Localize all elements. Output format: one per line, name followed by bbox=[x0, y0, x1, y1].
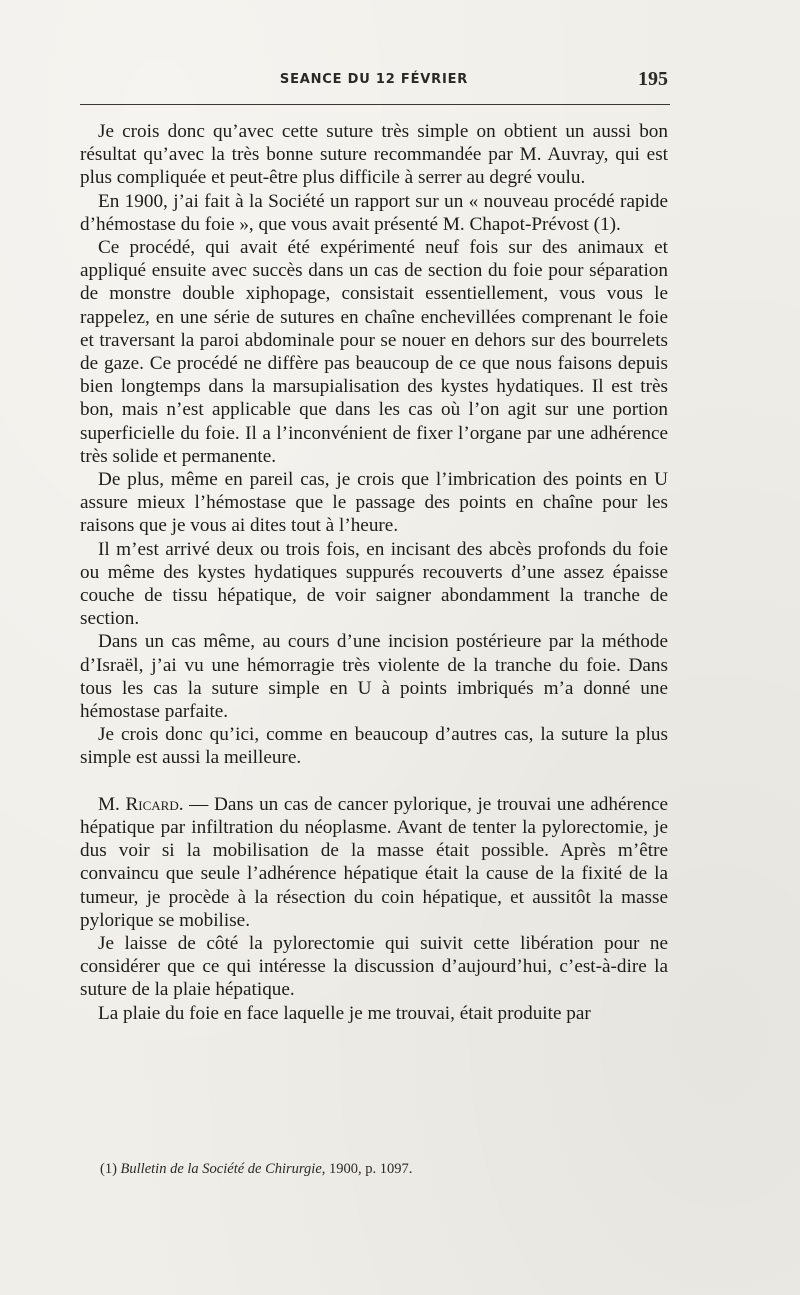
body-text bbox=[80, 120, 668, 1025]
speaker-name: M. Ricard. bbox=[98, 793, 184, 815]
paragraph: Dans un cas même, au cours d’une incision postérieure par la méthode d’Israël, j’ai vu une hémorragie très violente de la tranche du foie. Dans tous les cas la suture simple en U à points imbriqués m’a donné une hémostase parfaite. bbox=[80, 631, 668, 723]
footnote-rest: 1900, p. 1097. bbox=[325, 1161, 413, 1177]
footnote-marker: (1) bbox=[100, 1161, 117, 1177]
paragraph: Je crois donc qu’avec cette suture très simple on obtient un aussi bon résultat qu’avec la très bonne suture recommandée par M. Auvray, qui est plus compliquée et peut-être plus difficile à serrer au degré voulu. bbox=[80, 121, 668, 189]
page-number: 195 bbox=[638, 68, 668, 90]
footnote-source: Bulletin de la Société de Chirurgie, bbox=[120, 1161, 326, 1177]
paragraph: Je crois donc qu’ici, comme en beaucoup d’autres cas, la suture la plus simple est aussi la meilleure. bbox=[80, 724, 668, 769]
page-header bbox=[80, 66, 668, 94]
paragraph: De plus, même en pareil cas, je crois que l’imbrication des points en U assure mieux l’hémostase que le passage des points en chaîne pour les raisons que je vous ai dites tout à l’heure. bbox=[80, 469, 668, 537]
paragraph: La plaie du foie en face laquelle je me trouvai, était produite par bbox=[98, 1002, 591, 1024]
paragraph: Je laisse de côté la pylorectomie qui suivit cette libération pour ne considérer que ce qui intéresse la discussion d’aujourd’hui, c’est-à-dire la suture de la plaie hépatique. bbox=[80, 932, 668, 1001]
paragraph: Il m’est arrivé deux ou trois fois, en incisant des abcès profonds du foie ou même des kystes hydatiques suppurés recouverts d’une assez épaisse couche de tissu hépatique, de voir saigner abondamment la tranche de section. bbox=[80, 538, 668, 630]
paragraph: Ce procédé, qui avait été expérimenté neuf fois sur des animaux et appliqué ensuite avec succès dans un cas de section du foie pour séparation de monstre double xiphopage, consistait essentiellement, vous vous le rappelez, en une série de sutures en chaîne enchevillées comprenant le foie et traversant la paroi abdominale pour se nouer en dehors sur des bourrelets de gaze. Ce procédé ne diffère pas beaucoup de ce que nous faisons depuis bien longtemps dans la marsupialisation des kystes hydatiques. Il est très bon, mais n’est applicable que dans les cas où l’on agit sur une portion superficielle du foie. Il a l’inconvénient de fixer l’organe par une adhérence très solide et permanente. bbox=[80, 237, 668, 467]
ricard-text: — Dans un cas de cancer pylorique, je trouvai une adhérence hépatique par infiltration du néoplasme. Avant de tenter la pylorectomie, je dus voir si la mobilisation de la masse était possible. Après m’être convaincu que seule l’adhérence hépatique était la cause de la fixité de la tumeur, je procède à la résection du coin hépatique, et aussitôt la masse pylorique se mobilise. bbox=[80, 793, 669, 931]
footnote bbox=[100, 1160, 668, 1178]
running-title: SEANCE DU 12 FÉVRIER bbox=[279, 72, 469, 87]
header-rule bbox=[80, 104, 670, 105]
ricard-paragraph bbox=[80, 793, 668, 932]
section-gap bbox=[80, 770, 668, 793]
paragraph: En 1900, j’ai fait à la Société un rapport sur un « nouveau procédé rapide d’hémostase du foie », que vous avait présenté M. Chapot-Prévost (1). bbox=[80, 190, 668, 235]
